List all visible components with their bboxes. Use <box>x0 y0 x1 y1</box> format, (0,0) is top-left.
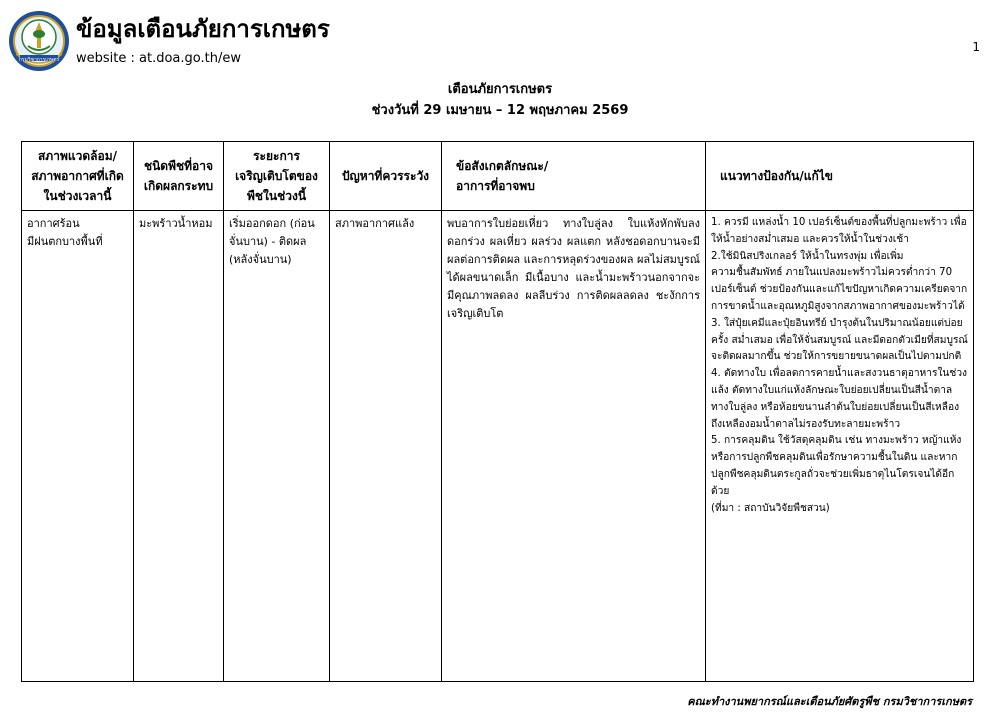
cell-crop: มะพร้าวน้ำหอม <box>134 211 224 682</box>
cell-growth-stage: เริ่มออกดอก (ก่อนจั่นบาน) - ติดผล (หลังจั่นบาน) <box>224 211 330 682</box>
document-title: เตือนภัยการเกษตร <box>447 82 553 97</box>
solution-item: 4. ตัดทางใบ เพื่อลดการคายน้ำและสงวนธาตุอาหารในช่วงแล้ง ตัดทางใบแก่แห้งลักษณะใบย่อยเปลี่ยนเป็นสีน้ำตาล ทางใบลู่ลง หรือห้อยขนานลำต้นใบย่อยเปลี่ยนเป็นสีเหลืองถึงเหลืองอมน้ำตาลไม่รองรับทะลายมะพร้าว <box>711 368 968 430</box>
table-row <box>22 211 974 682</box>
cell-solutions <box>706 211 974 682</box>
header-growth-stage: ระยะการ เจริญเติบโตของ พืชในช่วงนี้ <box>224 142 330 211</box>
header-problem: ปัญหาที่ควรระวัง <box>330 142 442 211</box>
solution-item: 3. ใส่ปุ๋ยเคมีและปุ๋ยอินทรีย์ บำรุงต้นในปริมาณน้อยแต่บ่อยครั้ง สม่ำเสมอ เพื่อให้จั่นสมบูรณ์ และมีดอกตัวเมียที่สมบูรณ์ จะติดผลมากขึ้น ช่วยให้การขยายขนาดผลเป็นไปตามปกติ <box>711 317 968 363</box>
header-crop: ชนิดพืชที่อาจ เกิดผลกระทบ <box>134 142 224 211</box>
cell-problem: สภาพอากาศแล้ง <box>330 211 442 682</box>
solution-item: 2.ใช้มินิสปริงเกลอร์ ให้น้ำในทรงพุ่ม เพื่อเพิ่มความชื้นสัมพัทธ์ ภายในแปลงมะพร้าวไม่ควรต่ำกว่า 70 เปอร์เซ็นต์ ช่วยป้องกันและแก้ไขปัญหาเกิดความเครียดจากการขาดน้ำและอุณหภูมิสูงจากสภาพอากาศของมะพร้าวได้ <box>711 250 968 312</box>
department-logo <box>8 10 70 72</box>
solution-item: 5. การคลุมดิน ใช้วัสดุคลุมดิน เช่น ทางมะพร้าว หญ้าแห้ง หรือการปลูกพืชคลุมดินเพื่อรักษาความชื้นในดิน และหากปลูกพืชคลุมดินตระกูลถั่วจะช่วยเพิ่มธาตุไนโตรเจนได้อีกด้วย <box>711 435 962 497</box>
website-url: website : at.doa.go.th/ew <box>76 51 241 66</box>
solution-source: (ที่มา : สถาบันวิจัยพืชสวน) <box>711 502 830 514</box>
alert-table <box>21 141 974 682</box>
solution-item: 1. ควรมี แหล่งน้ำ 10 เปอร์เซ็นต์ของพื้นที่ปลูกมะพร้าว เพื่อให้น้ำอย่างสม่ำเสมอ และควรให้น้ำในช่วงเช้า <box>711 217 967 245</box>
header-environment: สภาพแวดล้อม/ สภาพอากาศที่เกิด ในช่วงเวลานี้ <box>22 142 134 211</box>
cell-environment: อากาศร้อน มีฝนตกบางพื้นที่ <box>22 211 134 682</box>
document-header <box>8 8 992 74</box>
svg-text:กรมวิชาการเกษตร: กรมวิชาการเกษตร <box>18 57 60 63</box>
document-period: ช่วงวันที่ 29 เมษายน – 12 พฤษภาคม 2569 <box>371 103 629 118</box>
header-solutions: แนวทางป้องกัน/แก้ไข <box>706 142 974 211</box>
cell-symptoms: พบอาการใบย่อยเหี่ยว ทางใบลู่ลง ใบแห้งหักพับลง ดอกร่วง ผลเหี่ยว ผลร่วง ผลแตก หลังชอดอกบานจะมีผลต่อการติดผล และการหลุดร่วงของผล ผลไม่สมบูรณ์ ได้ผลขนาดเล็ก มีเนื้อบาง และน้ำมะพร้าวนอกจากจะมีคุณภาพลดลง ผลลีบร่วง การติดผลลดลง ชะงักการเจริญเติบโต <box>442 211 706 682</box>
site-title: ข้อมูลเตือนภัยการเกษตร <box>76 15 330 43</box>
table-header-row <box>22 142 974 211</box>
header-symptoms: ข้อสังเกตลักษณะ/ อาการที่อาจพบ <box>442 142 706 211</box>
page-number: 1 <box>972 40 980 54</box>
footer-credit: คณะทำงานพยากรณ์และเตือนภัยศัตรูพืช กรมวิชาการเกษตร <box>687 695 972 708</box>
